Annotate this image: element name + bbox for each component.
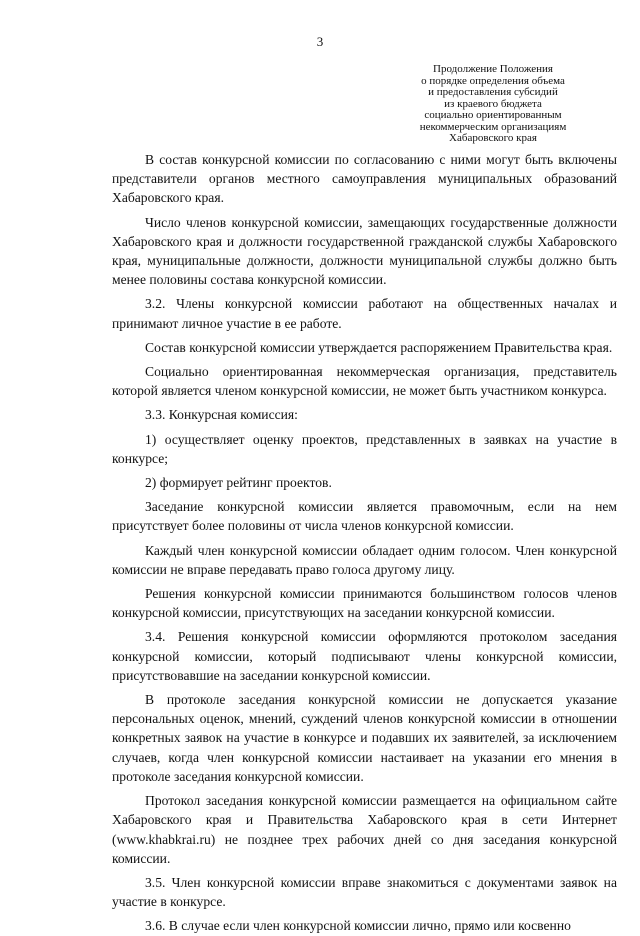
paragraph: 3.2. Члены конкурсной комиссии работают на общественных началах и принимают личное участие в ее работе.: [112, 296, 617, 331]
paragraph: Каждый член конкурсной комиссии обладает одним голосом. Член конкурсной комиссии не вправе передавать право голоса другому лицу.: [112, 542, 617, 577]
document-body: [112, 150, 617, 936]
paragraph: В состав конкурсной комиссии по согласованию с ними могут быть включены представители органов местного самоуправления муниципальных образований Хабаровского края.: [112, 152, 617, 206]
paragraph: Заседание конкурсной комиссии является правомочным, если на нем присутствует более половины от числа членов конкурсной комиссии.: [112, 499, 617, 534]
paragraph: 1) осуществляет оценку проектов, представленных в заявках на участие в конкурсе;: [112, 431, 617, 466]
paragraph: Состав конкурсной комиссии утверждается распоряжением Правительства края.: [145, 339, 613, 355]
paragraph: Социально ориентированная некоммерческая организация, представитель которой является членом конкурсной комиссии, не может быть участником конкурса.: [112, 364, 617, 399]
header-line: из краевого бюджета: [444, 97, 542, 110]
document-header: [378, 64, 608, 145]
paragraph: Протокол заседания конкурсной комиссии размещается на официальном сайте Хабаровского края и Правительства Хабаровского края в сети Интернет (www.khabkrai.ru) не позднее трех рабочих дней со дня заседания конкурсной комиссии.: [112, 793, 617, 866]
paragraph: Решения конкурсной комиссии принимаются большинством голосов членов конкурсной комиссии, присутствующих на заседании конкурсной комиссии.: [112, 586, 617, 621]
header-line: и предоставления субсидий: [428, 86, 558, 98]
paragraph: 2) формирует рейтинг проектов.: [145, 475, 332, 491]
header-line: о порядке определения объема: [421, 74, 565, 87]
paragraph: 3.3. Конкурсная комиссия:: [145, 407, 298, 423]
page-number: 3: [316, 34, 324, 49]
paragraph: 3.4. Решения конкурсной комиссии оформляются протоколом заседания конкурсной комиссии, который подписывают члены конкурсной комиссии, присутствовавшие на заседании конкурсной комиссии.: [112, 629, 617, 683]
paragraph: Число членов конкурсной комиссии, замещающих государственные должности Хабаровского края и должности государственной гражданской службы Хабаровского края, муниципальные должности, должности муниципальной службы должно быть менее половины состава конкурсной комиссии.: [112, 214, 617, 288]
header-line: социально ориентированным: [424, 109, 562, 121]
header-line: Продолжение Положения: [433, 63, 553, 75]
header-line: Хабаровского края: [449, 132, 537, 144]
paragraph: 3.5. Член конкурсной комиссии вправе знакомиться с документами заявок на участие в конкурсе.: [112, 874, 617, 910]
paragraph: 3.6. В случае если член конкурсной комиссии лично, прямо или косвенно: [145, 918, 571, 934]
paragraph: В протоколе заседания конкурсной комиссии не допускается указание персональных оценок, мнений, суждений членов конкурсной комиссии в отношении конкретных заявок на участие в конкурсе и подавших их заявителей, за исключением случаев, когда член конкурсной комиссии настаивает на указании его мнения в протоколе заседания конкурсной комиссии.: [112, 692, 617, 784]
header-line: некоммерческим организациям: [419, 120, 567, 133]
